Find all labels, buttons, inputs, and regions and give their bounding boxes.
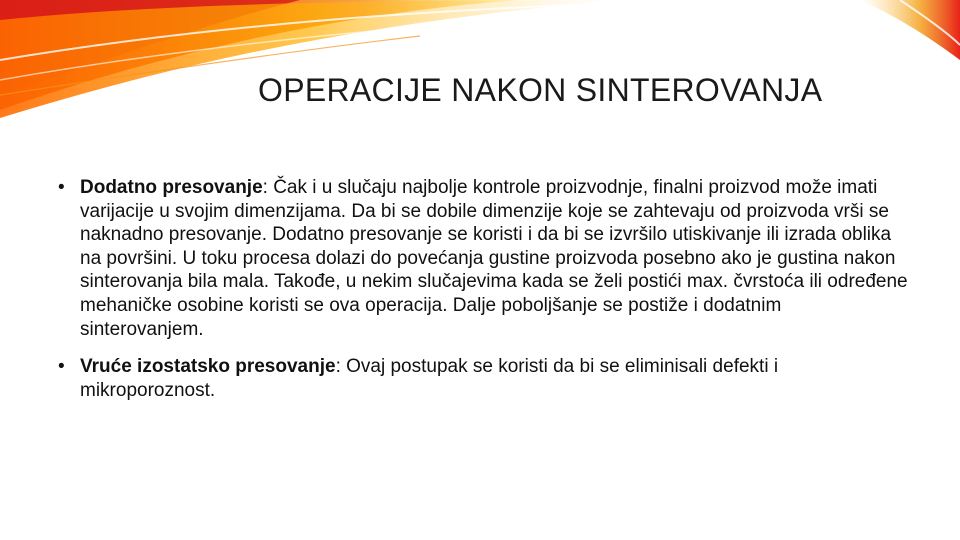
bullet-dot-icon: • xyxy=(58,177,65,198)
bullet-list xyxy=(58,176,908,416)
bullet-text: : Ovaj postupak se koristi da bi se eliminisali defekti i mikroporoznost. xyxy=(80,356,779,401)
bullet-dot-icon: • xyxy=(58,356,65,378)
slide-title: OPERACIJE NAKON SINTEROVANJA xyxy=(258,72,823,108)
bullet-item-vruce-izostatsko-presovanje xyxy=(58,355,908,402)
bullet-term: Vruće izostatsko presovanje xyxy=(80,356,336,378)
bullet-text: : Čak i u slučaju najbolje kontrole proizvodnje, finalni proizvod može imati varijacije u svojim dimenzijama. Da bi se dobile dimenzije koje se zahtevaju od proizvoda vrši se naknadno presovanje. Dodatno presovanje se koristi i da bi se izvršilo utiskivanje ili izrada oblika na površini. U toku procesa dolazi do povećanja gustine proizvoda posebno ako je gustina nakon sinterovanja bila mala. Takođe, u nekim slučajevima kada se želi postići max. čvrstoća ili određene mehaničke osobine koristi se ova operacija. Dalje poboljšanje se postiže i dodatnim sinterovanjem. xyxy=(80,177,908,340)
bullet-term: Dodatno presovanje xyxy=(80,177,263,198)
bullet-item-dodatno-presovanje xyxy=(58,176,908,341)
